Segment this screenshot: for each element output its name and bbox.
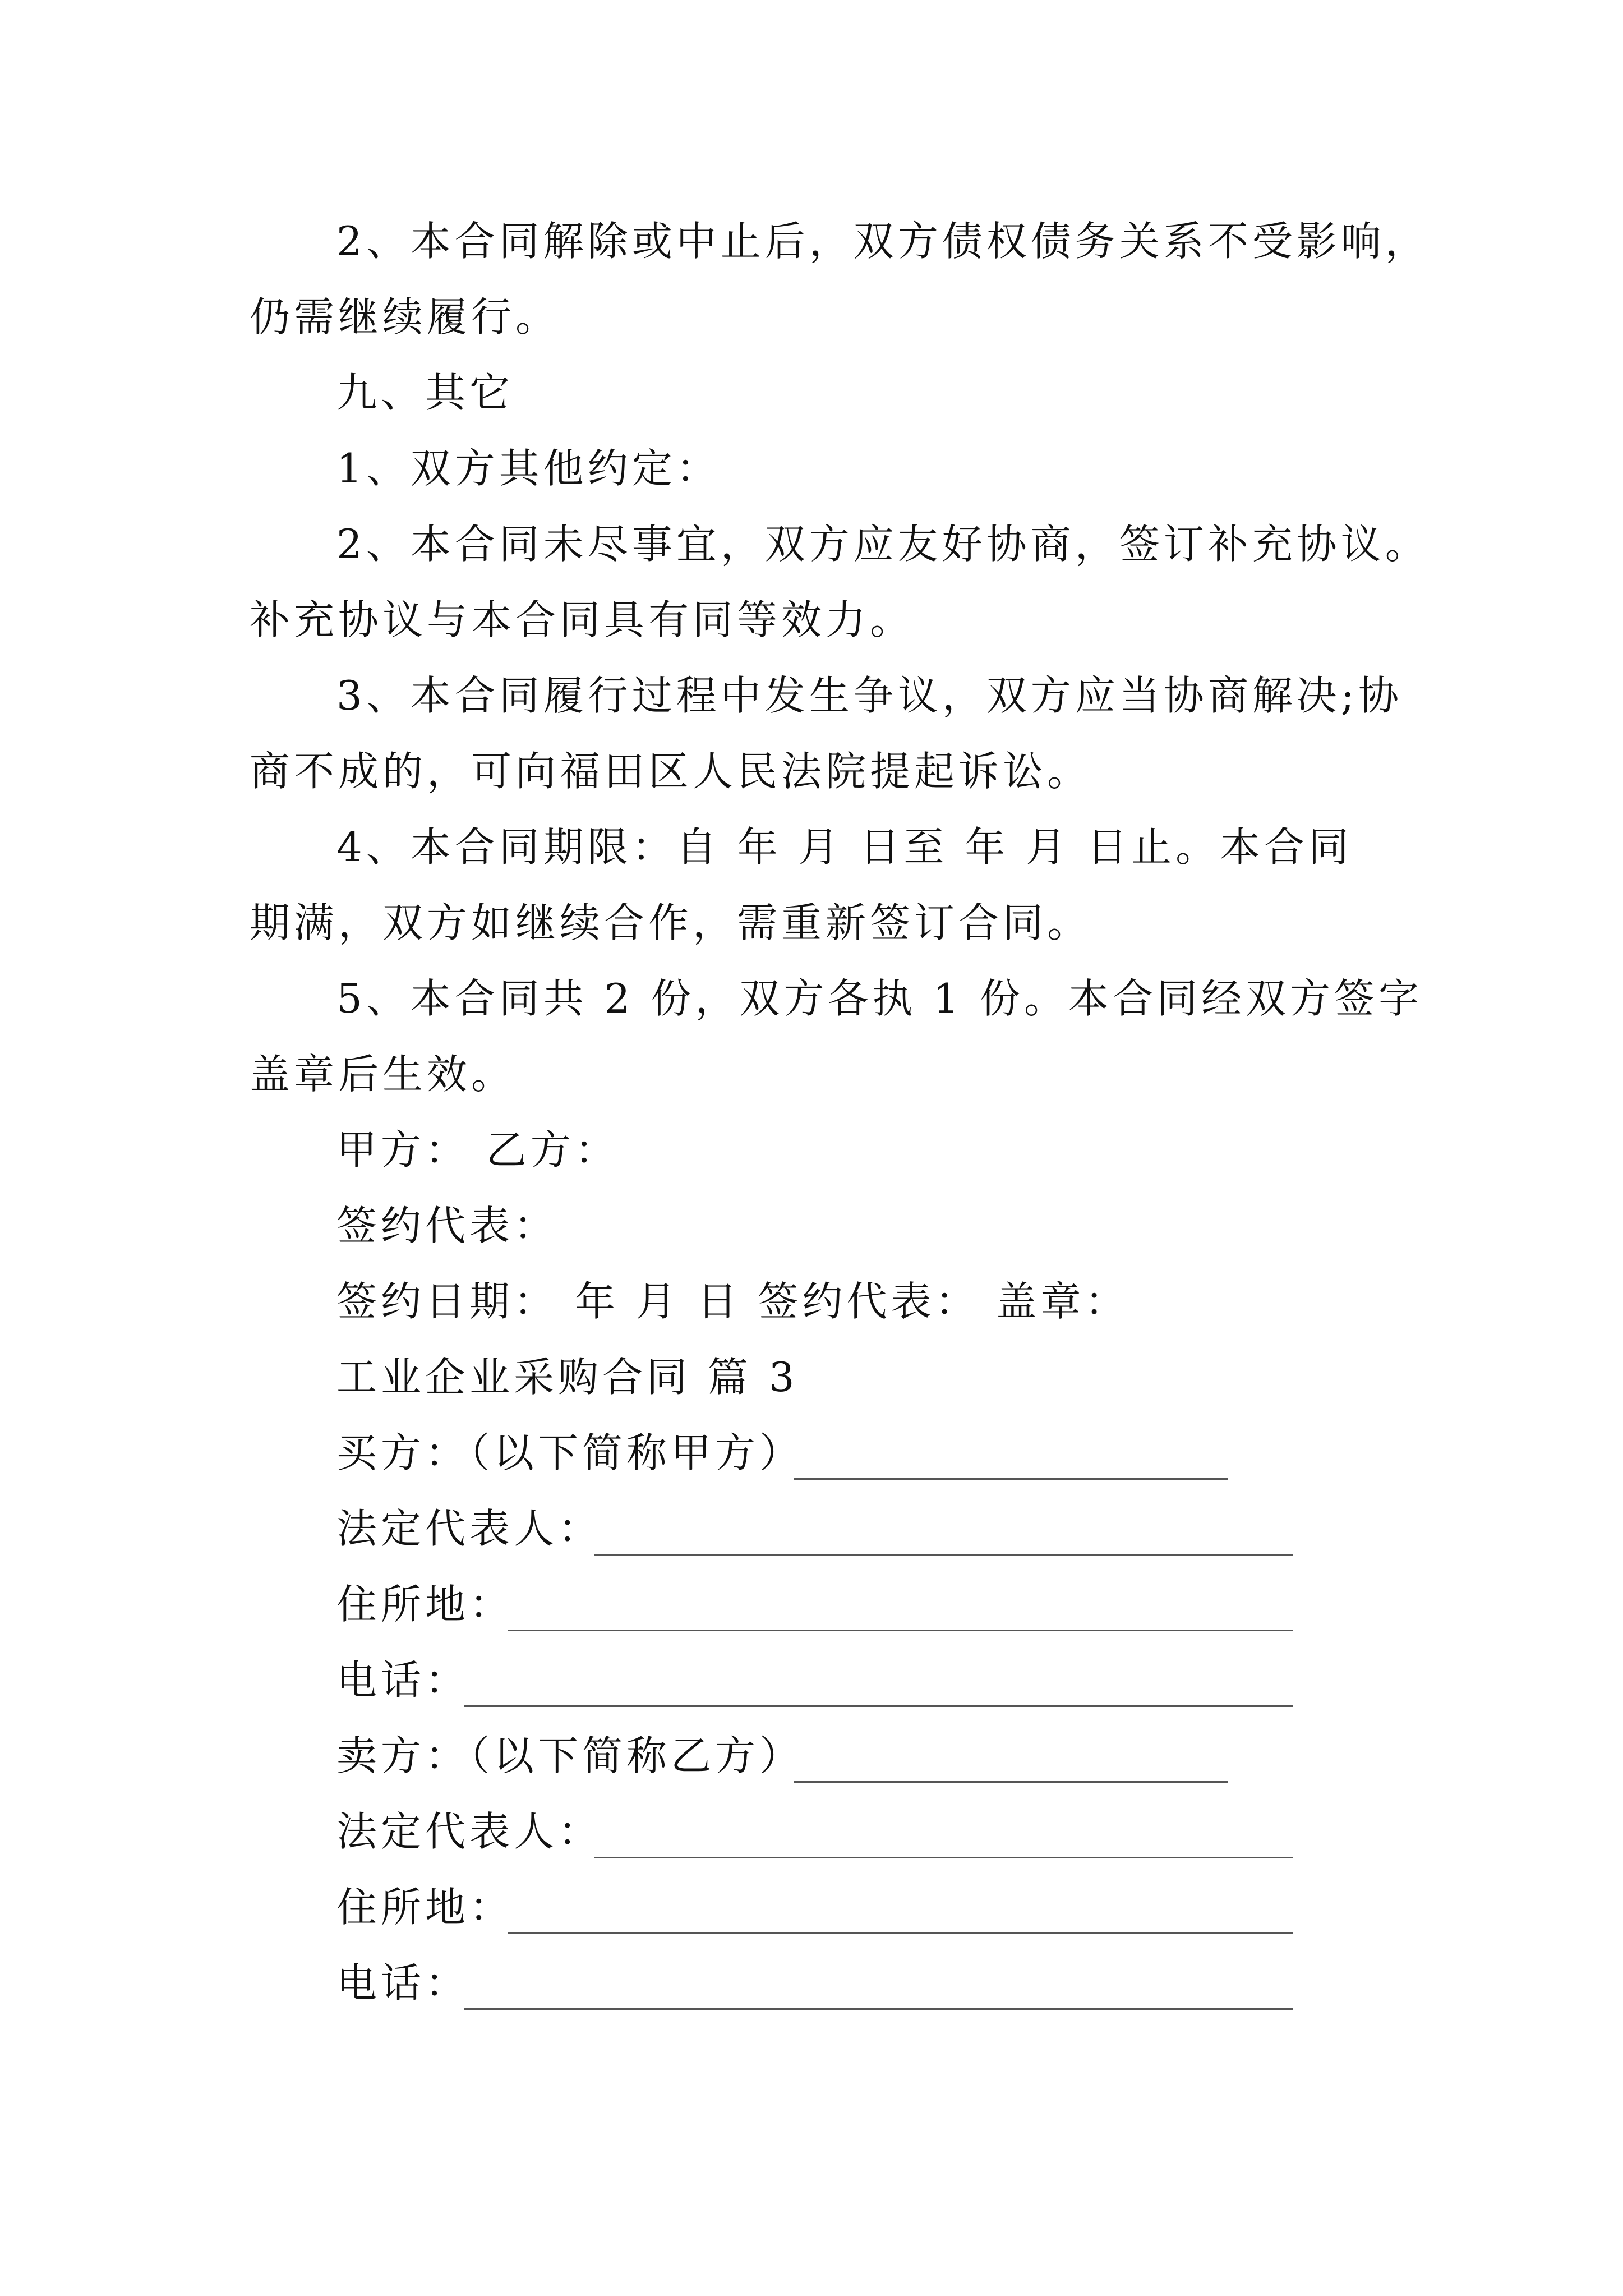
seller-address-blank <box>508 1932 1293 1934</box>
signature-parties: 甲方： 乙方： <box>336 1126 619 1174</box>
paragraph-line: 盖章后生效。 <box>250 1051 516 1098</box>
paragraph-line: 仍需继续履行。 <box>250 293 560 341</box>
buyer-label: 买方：（以下简称甲方） <box>336 1429 804 1476</box>
paragraph-line: 4、本合同期限：自 年 月 日至 年 月 日止。本合同 <box>336 823 1353 871</box>
buyer-address-label: 住所地： <box>336 1581 514 1628</box>
paragraph-line: 商不成的，可向福田区人民法院提起诉讼。 <box>250 748 1092 795</box>
paragraph-line: 补充协议与本合同具有同等效力。 <box>250 596 915 643</box>
buyer-phone-label: 电话： <box>336 1657 470 1704</box>
signing-date-line: 签约日期： 年 月 日 签约代表： 盖章： <box>336 1278 1129 1325</box>
buyer-phone-blank <box>464 1705 1293 1707</box>
seller-phone-label: 电话： <box>336 1959 470 2007</box>
signing-representative: 签约代表： <box>336 1202 559 1249</box>
buyer-address-blank <box>508 1630 1293 1631</box>
seller-phone-blank <box>464 2008 1293 2010</box>
section-heading: 九、其它 <box>336 369 514 416</box>
seller-legal-rep-blank <box>594 1857 1293 1858</box>
paragraph-line: 1、双方其他约定： <box>336 445 721 492</box>
paragraph-line: 5、本合同共 2 份，双方各执 1 份。本合同经双方签字 <box>336 975 1423 1022</box>
seller-legal-rep-label: 法定代表人： <box>336 1808 603 1855</box>
contract-title: 工业企业采购合同 篇 3 <box>336 1354 799 1401</box>
buyer-name-blank <box>794 1478 1228 1480</box>
buyer-legal-rep-blank <box>594 1554 1293 1556</box>
seller-address-label: 住所地： <box>336 1884 514 1931</box>
paragraph-line: 期满，双方如继续合作，需重新签订合同。 <box>250 899 1092 946</box>
paragraph-line: 2、本合同未尽事宜，双方应友好协商，签订补充协议。 <box>336 521 1430 568</box>
paragraph-line: 3、本合同履行过程中发生争议，双方应当协商解决;协 <box>336 672 1403 719</box>
paragraph-line: 2、本合同解除或中止后，双方债权债务关系不受影响， <box>336 218 1430 265</box>
seller-name-blank <box>794 1781 1228 1783</box>
seller-label: 卖方：（以下简称乙方） <box>336 1732 804 1779</box>
buyer-legal-rep-label: 法定代表人： <box>336 1505 603 1552</box>
